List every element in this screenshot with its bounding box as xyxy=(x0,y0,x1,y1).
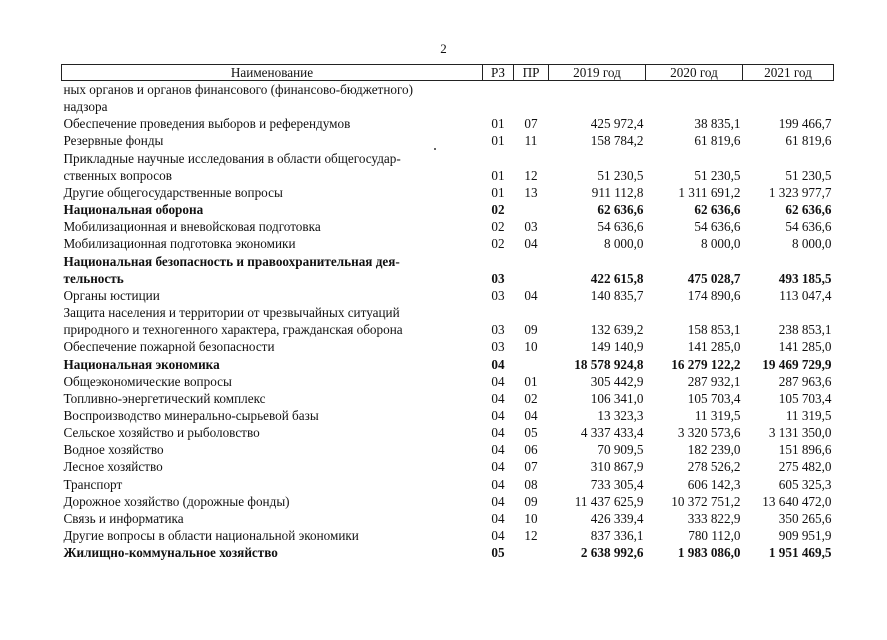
cell-y2021: 61 819,6 xyxy=(785,133,832,149)
table-body xyxy=(62,81,834,562)
cell-pr: 10 xyxy=(524,510,538,526)
cell-pr: 09 xyxy=(524,493,538,509)
cell-pr: 07 xyxy=(524,116,538,132)
cell-y2020: 3 320 573,6 xyxy=(677,425,741,441)
table-row xyxy=(62,218,834,235)
cell-y2019: 305 442,9 xyxy=(590,373,644,389)
budget-table xyxy=(61,64,834,561)
cell-rz: 02 xyxy=(491,219,505,235)
cell-rz: 01 xyxy=(491,116,505,132)
table-row xyxy=(62,184,834,201)
cell-y2019 xyxy=(549,81,646,99)
cell-pr xyxy=(514,150,549,167)
cell-y2020: 278 526,2 xyxy=(687,459,741,475)
cell-name: Национальная безопасность и правоохранительная дея- xyxy=(63,253,400,269)
cell-y2019 xyxy=(549,150,646,167)
table-row xyxy=(62,458,834,475)
cell-y2021: 141 285,0 xyxy=(778,339,832,355)
cell-y2019: 62 636,6 xyxy=(597,202,644,218)
table-row xyxy=(62,235,834,252)
cell-pr: 12 xyxy=(524,167,538,183)
cell-y2019: 54 636,6 xyxy=(597,219,644,235)
cell-y2021: 3 131 350,0 xyxy=(768,425,832,441)
cell-y2019 xyxy=(549,304,646,321)
cell-name: Водное хозяйство xyxy=(63,442,164,458)
cell-y2021: 13 640 472,0 xyxy=(762,493,832,509)
cell-y2019: 422 615,8 xyxy=(590,270,644,286)
cell-y2021: 11 319,5 xyxy=(785,407,832,423)
cell-pr: 01 xyxy=(524,373,538,389)
cell-y2021: 19 469 729,9 xyxy=(762,356,832,372)
header-name: Наименование xyxy=(62,65,483,81)
cell-rz xyxy=(483,81,514,99)
cell-y2021: 1 323 977,7 xyxy=(768,184,832,200)
cell-y2019 xyxy=(549,98,646,115)
cell-name: Мобилизационная и вневойсковая подготовка xyxy=(63,219,321,235)
table-row xyxy=(62,132,834,149)
table-row xyxy=(62,544,834,561)
cell-y2020 xyxy=(646,150,743,167)
cell-pr: 10 xyxy=(524,339,538,355)
table-row xyxy=(62,356,834,373)
cell-y2021: 909 951,9 xyxy=(778,528,832,544)
table-row xyxy=(62,527,834,544)
cell-y2021: 199 466,7 xyxy=(778,116,832,132)
cell-y2019: 911 112,8 xyxy=(591,184,644,200)
cell-rz: 04 xyxy=(491,356,505,372)
cell-pr xyxy=(514,356,549,373)
table-row xyxy=(62,407,834,424)
cell-y2019: 733 305,4 xyxy=(590,476,644,492)
cell-pr: 07 xyxy=(524,459,538,475)
cell-pr xyxy=(514,98,549,115)
cell-pr: 09 xyxy=(524,322,538,338)
cell-name: Прикладные научные исследования в области общегосудар- xyxy=(63,150,401,166)
cell-rz: 04 xyxy=(491,407,505,423)
header-2021: 2021 год xyxy=(743,65,834,81)
cell-y2019: 70 909,5 xyxy=(597,442,644,458)
cell-y2021: 8 000,0 xyxy=(791,236,832,252)
cell-y2020: 61 819,6 xyxy=(694,133,741,149)
header-rz: РЗ xyxy=(483,65,514,81)
cell-y2019: 51 230,5 xyxy=(597,167,644,183)
cell-pr xyxy=(514,304,549,321)
cell-rz: 04 xyxy=(491,459,505,475)
cell-y2021: 605 325,3 xyxy=(778,476,832,492)
cell-y2021: 151 896,6 xyxy=(778,442,832,458)
cell-name: Дорожное хозяйство (дорожные фонды) xyxy=(63,493,290,509)
cell-name: Сельское хозяйство и рыболовство xyxy=(63,425,260,441)
cell-y2019: 4 337 433,4 xyxy=(580,425,644,441)
cell-y2021: 493 185,5 xyxy=(778,270,832,286)
cell-y2019: 13 323,3 xyxy=(597,407,644,423)
cell-name: Другие общегосударственные вопросы xyxy=(63,184,283,200)
cell-pr xyxy=(514,201,549,218)
cell-name: Органы юстиции xyxy=(63,287,160,303)
cell-name: тельность xyxy=(63,270,124,286)
cell-rz: 02 xyxy=(491,236,505,252)
cell-y2020 xyxy=(646,304,743,321)
cell-y2021: 62 636,6 xyxy=(785,202,832,218)
cell-y2020: 182 239,0 xyxy=(687,442,741,458)
cell-pr xyxy=(514,270,549,287)
cell-name: Мобилизационная подготовка экономики xyxy=(63,236,296,252)
cell-rz: 03 xyxy=(491,322,505,338)
cell-rz: 03 xyxy=(491,287,505,303)
cell-y2020: 333 822,9 xyxy=(687,510,741,526)
cell-y2021: 105 703,4 xyxy=(778,390,832,406)
table-row xyxy=(62,150,834,167)
cell-y2021: 350 265,6 xyxy=(778,510,832,526)
cell-name: Защита населения и территории от чрезвычайных ситуаций xyxy=(63,305,400,321)
cell-y2020: 8 000,0 xyxy=(700,236,741,252)
cell-y2021 xyxy=(743,150,834,167)
cell-y2019: 837 336,1 xyxy=(590,528,644,544)
cell-pr: 04 xyxy=(524,287,538,303)
cell-rz xyxy=(483,304,514,321)
cell-y2020: 38 835,1 xyxy=(694,116,741,132)
cell-y2019: 8 000,0 xyxy=(603,236,644,252)
cell-rz: 01 xyxy=(491,167,505,183)
cell-rz: 04 xyxy=(491,528,505,544)
cell-y2019: 18 578 924,8 xyxy=(574,356,644,372)
cell-rz: 02 xyxy=(491,202,505,218)
cell-rz: 03 xyxy=(491,339,505,355)
header-2019: 2019 год xyxy=(549,65,646,81)
cell-rz: 04 xyxy=(491,442,505,458)
cell-y2021: 1 951 469,5 xyxy=(768,545,832,561)
page-number: 2 xyxy=(440,41,447,56)
cell-y2020: 51 230,5 xyxy=(694,167,741,183)
cell-pr: 05 xyxy=(524,425,538,441)
cell-name: Жилищно-коммунальное хозяйство xyxy=(63,545,278,561)
cell-y2021 xyxy=(743,304,834,321)
cell-y2021: 113 047,4 xyxy=(779,287,832,303)
cell-y2019: 140 835,7 xyxy=(590,287,644,303)
cell-pr: 04 xyxy=(524,236,538,252)
cell-y2021: 51 230,5 xyxy=(785,167,832,183)
table-row xyxy=(62,167,834,184)
table-row xyxy=(62,287,834,304)
cell-y2019: 425 972,4 xyxy=(590,116,644,132)
table-row xyxy=(62,304,834,321)
cell-pr: 13 xyxy=(524,184,538,200)
table-row xyxy=(62,270,834,287)
cell-name: ных органов и органов финансового (финансово-бюджетного) xyxy=(63,82,414,97)
table-row xyxy=(62,98,834,115)
table-row xyxy=(62,81,834,99)
cell-pr: 08 xyxy=(524,476,538,492)
cell-name: Общеэкономические вопросы xyxy=(63,373,232,389)
cell-pr: 02 xyxy=(524,390,538,406)
cell-rz xyxy=(483,150,514,167)
cell-y2020: 606 142,3 xyxy=(687,476,741,492)
cell-y2020 xyxy=(646,253,743,270)
cell-y2019: 158 784,2 xyxy=(590,133,644,149)
header-pr: ПР xyxy=(514,65,549,81)
cell-y2020: 780 112,0 xyxy=(688,528,741,544)
cell-rz: 04 xyxy=(491,373,505,389)
table-header-row xyxy=(62,65,834,81)
cell-name: Воспроизводство минерально-сырьевой базы xyxy=(63,407,319,423)
cell-name: Транспорт xyxy=(63,476,123,492)
cell-y2020: 54 636,6 xyxy=(694,219,741,235)
cell-rz: 04 xyxy=(491,425,505,441)
cell-pr: 06 xyxy=(524,442,538,458)
cell-y2020: 174 890,6 xyxy=(687,287,741,303)
cell-y2020: 16 279 122,2 xyxy=(671,356,741,372)
cell-rz: 01 xyxy=(491,133,505,149)
cell-rz: 01 xyxy=(491,184,505,200)
cell-name: природного и техногенного характера, гражданская оборона xyxy=(63,322,403,338)
cell-y2020 xyxy=(646,81,743,99)
cell-pr: 04 xyxy=(524,407,538,423)
table-row xyxy=(62,321,834,338)
table-row xyxy=(62,201,834,218)
cell-name: надзора xyxy=(63,99,108,115)
cell-name: Резервные фонды xyxy=(63,133,164,149)
cell-pr: 11 xyxy=(524,133,538,149)
cell-y2019: 2 638 992,6 xyxy=(580,545,644,561)
cell-name: Другие вопросы в области национальной экономики xyxy=(63,528,359,544)
cell-y2021 xyxy=(743,253,834,270)
cell-y2020: 11 319,5 xyxy=(694,407,741,423)
cell-rz: 04 xyxy=(491,510,505,526)
cell-y2020: 1 311 691,2 xyxy=(678,184,741,200)
cell-rz: 05 xyxy=(491,545,505,561)
cell-y2019: 132 639,2 xyxy=(590,322,644,338)
cell-y2021: 275 482,0 xyxy=(778,459,832,475)
cell-y2020: 1 983 086,0 xyxy=(677,545,741,561)
cell-rz: 04 xyxy=(491,390,505,406)
cell-rz: 04 xyxy=(491,476,505,492)
cell-pr xyxy=(514,81,549,99)
cell-pr xyxy=(514,253,549,270)
cell-y2019: 106 341,0 xyxy=(590,390,644,406)
cell-name: ственных вопросов xyxy=(63,167,172,183)
cell-pr: 03 xyxy=(524,219,538,235)
cell-name: Обеспечение пожарной безопасности xyxy=(63,339,275,355)
cell-name: Национальная оборона xyxy=(63,202,204,218)
cell-y2021: 287 963,6 xyxy=(778,373,832,389)
cell-y2019: 11 437 625,9 xyxy=(574,493,644,509)
cell-y2020: 287 932,1 xyxy=(687,373,741,389)
cell-pr: 12 xyxy=(524,528,538,544)
cell-name: Связь и информатика xyxy=(63,510,184,526)
table-row xyxy=(62,373,834,390)
cell-y2020: 105 703,4 xyxy=(687,390,741,406)
cell-name: Лесное хозяйство xyxy=(63,459,163,475)
cell-y2020: 141 285,0 xyxy=(687,339,741,355)
cell-name: Топливно-энергетический комплекс xyxy=(63,390,266,406)
cell-y2021: 238 853,1 xyxy=(778,322,832,338)
cell-pr xyxy=(514,544,549,561)
table-row xyxy=(62,510,834,527)
table-row xyxy=(62,476,834,493)
cell-y2020 xyxy=(646,98,743,115)
cell-y2020: 10 372 751,2 xyxy=(671,493,741,509)
header-2020: 2020 год xyxy=(646,65,743,81)
table-row xyxy=(62,493,834,510)
table-row xyxy=(62,424,834,441)
cell-y2021 xyxy=(743,98,834,115)
cell-rz xyxy=(483,98,514,115)
cell-y2020: 62 636,6 xyxy=(694,202,741,218)
cell-y2019: 310 867,9 xyxy=(590,459,644,475)
cell-y2020: 158 853,1 xyxy=(687,322,741,338)
table-row xyxy=(62,338,834,355)
table-row xyxy=(62,441,834,458)
cell-y2021: 54 636,6 xyxy=(785,219,832,235)
table-row xyxy=(62,253,834,270)
cell-rz: 03 xyxy=(491,270,505,286)
table-row xyxy=(62,390,834,407)
cell-name: Обеспечение проведения выборов и референдумов xyxy=(63,116,351,132)
cell-name: Национальная экономика xyxy=(63,356,220,372)
cell-y2021 xyxy=(743,81,834,99)
cell-y2019 xyxy=(549,253,646,270)
cell-rz xyxy=(483,253,514,270)
cell-y2019: 426 339,4 xyxy=(590,510,644,526)
cell-y2019: 149 140,9 xyxy=(590,339,644,355)
cell-rz: 04 xyxy=(491,493,505,509)
cell-y2020: 475 028,7 xyxy=(687,270,741,286)
table-row xyxy=(62,115,834,132)
